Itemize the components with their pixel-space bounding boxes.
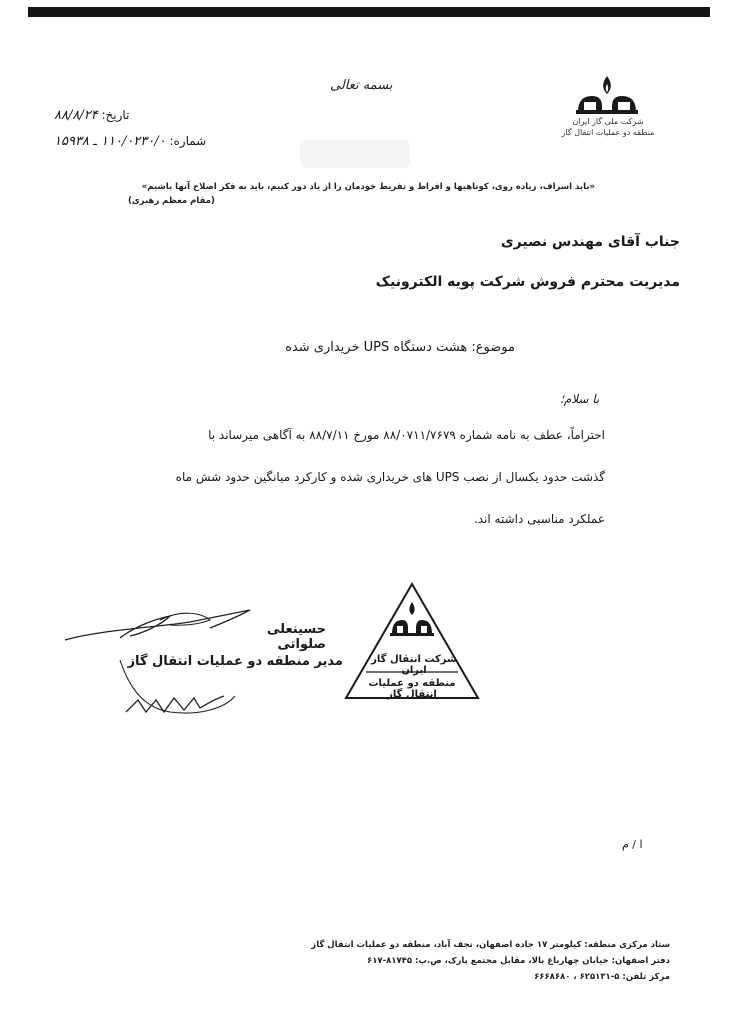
- addressee-name: جناب آقای مهندس نصیری: [500, 234, 680, 250]
- footer-address-line: دفتر اصفهان: خیابان چهارباغ بالا، مقابل مجتمع پارک، ص.پ: ۸۱۷۴۵-۶۱۷: [367, 956, 670, 966]
- page-reference: ا / م: [622, 838, 643, 851]
- body-line: احتراماً، عطف به نامه شماره ۸۸/۰۷۱۱/۷۶۷۹ مورخ ۸۸/۷/۱۱ به آگاهی میرساند با: [208, 428, 605, 442]
- company-name-line: منطقه دو عملیات انتقال گاز: [561, 128, 655, 137]
- company-name-line: شرکت ملی گاز ایران: [572, 117, 644, 126]
- top-edge-bar: [28, 7, 710, 17]
- bismillah: بسمه تعالی: [330, 78, 393, 93]
- stamp-text-region: منطقه دو عملیات انتقال گاز: [368, 678, 456, 700]
- signer-name: حسینعلی صلواتی: [266, 622, 326, 652]
- footer-phone-line: مرکز تلفن: ۵-۶۲۵۱۳۱ ، ۶۶۶۸۶۸۰: [534, 972, 670, 982]
- date-value: ۸۸/۸/۲۴: [54, 108, 98, 123]
- addressee-position: مدیریت محترم فروش شرکت پویه الکترونیک: [375, 274, 680, 290]
- date-line: [54, 108, 129, 123]
- faint-watermark: [300, 140, 410, 168]
- leader-quote: «باید اسراف، زیاده روی، کوتاهیها و افراط و تفریط خودمان را از یاد دور کنیم، باید به فکر اصلاح آنها باشیم»: [141, 182, 595, 192]
- footer-address-line: ستاد مرکزی منطقه: کیلومتر ۱۷ جاده اصفهان، نجف آباد، منطقه دو عملیات انتقال گاز: [311, 940, 670, 950]
- date-label: تاریخ:: [101, 108, 130, 122]
- company-name-small: [560, 116, 656, 138]
- subject-line: موضوع: هشت دستگاه UPS خریداری شده: [285, 340, 515, 355]
- number-value: ۱۱۰/۰۲۳۰/۰ ـ ۱۵۹۳۸: [54, 134, 166, 149]
- quote-source: (مقام معظم رهبری): [128, 196, 215, 206]
- greeting: با سلام؛: [560, 392, 600, 406]
- stamp-text-company: شرکت انتقال گاز ایران: [371, 654, 457, 676]
- body-line: عملکرد مناسبی داشته اند.: [473, 512, 605, 526]
- signer-title: مدیر منطقه دو عملیات انتقال گاز: [127, 654, 343, 669]
- number-line: [54, 134, 206, 149]
- number-label: شماره:: [169, 134, 207, 148]
- body-line: گذشت حدود یکسال از نصب UPS های خریداری شده و کارکرد میانگین حدود شش ماه: [175, 470, 605, 484]
